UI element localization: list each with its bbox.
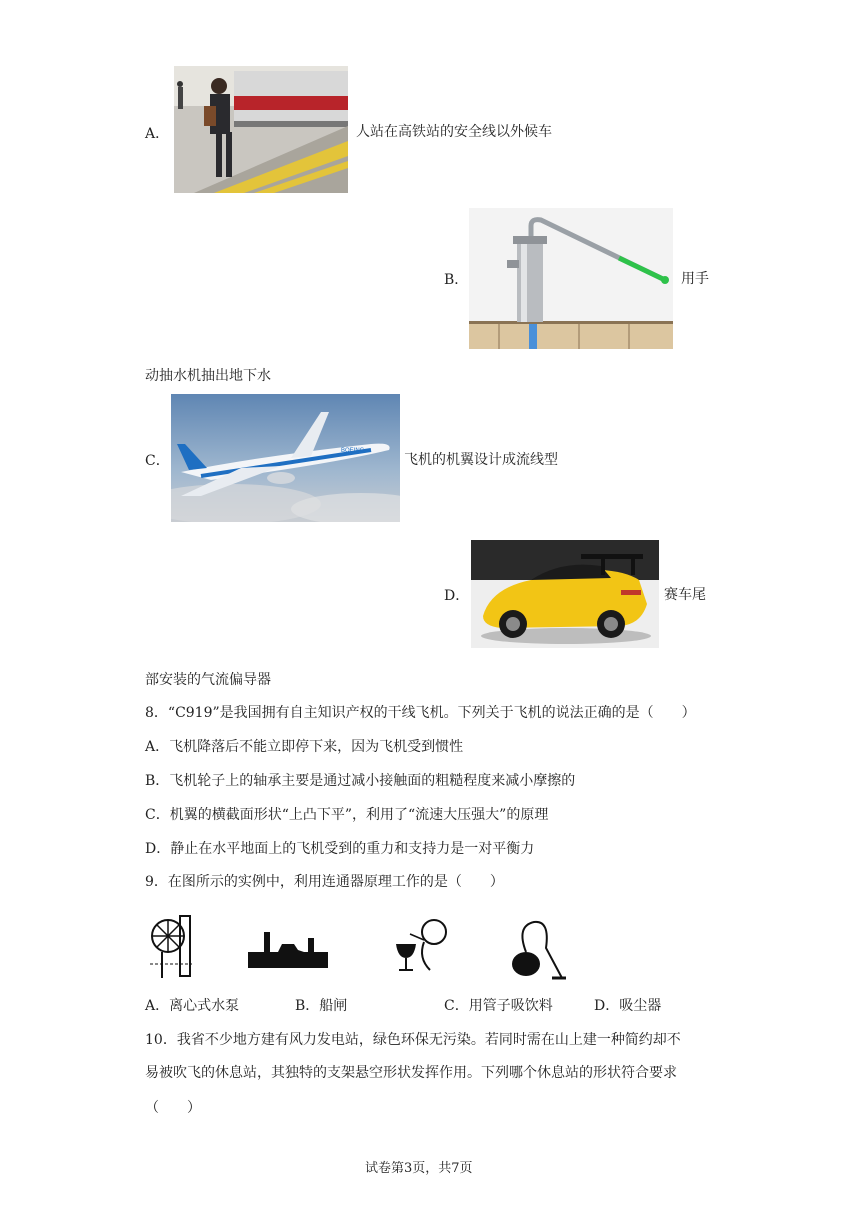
q7-option-b-text-continued: 动抽水机抽出地下水	[145, 368, 271, 384]
q8-option-b: B．飞机轮子上的轴承主要是通过减小接触面的粗糙程度来减小摩擦的	[145, 773, 576, 789]
q9-stem: 9．在图所示的实例中，利用连通器原理工作的是（ ）	[145, 874, 504, 890]
airplane-photo	[171, 394, 400, 522]
q8-option-c: C．机翼的横截面形状“上凸下平”，利用了“流速大压强大”的原理	[145, 807, 549, 823]
station-platform-photo	[174, 66, 348, 193]
drinking-straw-icon	[390, 912, 456, 976]
q7-option-b-letter: B．	[444, 272, 469, 288]
q10-line-2: 易被吹飞的休息站，其独特的支架悬空形状发挥作用。下列哪个休息站的形状符合要求	[145, 1065, 677, 1081]
q7-option-a-letter: A．	[145, 126, 170, 142]
q7-option-c-letter: C．	[145, 453, 170, 469]
q7-option-d-text-continued: 部安装的气流偏导器	[145, 672, 271, 688]
q9-option-b: B．船闸	[295, 998, 348, 1014]
centrifugal-pump-icon	[146, 910, 196, 980]
ship-lock-icon	[248, 928, 330, 970]
svg-text:BOEING: BOEING	[341, 448, 365, 454]
q7-option-b-text: 用手	[681, 271, 709, 287]
q7-option-d-text: 赛车尾	[664, 587, 706, 603]
q8-option-a: A．飞机降落后不能立即停下来，因为飞机受到惯性	[145, 739, 464, 755]
hand-pump-illustration	[469, 208, 673, 349]
q9-option-a: A．离心式水泵	[145, 998, 240, 1014]
page-footer: 试卷第3页，共7页	[365, 1161, 473, 1176]
q9-option-d: D．吸尘器	[594, 998, 662, 1014]
q8-option-d: D．静止在水平地面上的飞机受到的重力和支持力是一对平衡力	[145, 841, 535, 857]
q8-stem: 8．“C919”是我国拥有自主知识产权的干线飞机。下列关于飞机的说法正确的是（ ）	[145, 705, 696, 721]
vacuum-cleaner-icon	[506, 918, 566, 980]
q7-option-c-text: 飞机的机翼设计成流线型	[404, 452, 558, 468]
q10-line-3: （ ）	[145, 1100, 201, 1116]
race-car-photo	[471, 540, 659, 648]
q9-option-c: C．用管子吸饮料	[444, 998, 553, 1014]
q7-option-d-letter: D．	[444, 588, 470, 604]
q10-line-1: 10．我省不少地方建有风力发电站，绿色环保无污染。若同时需在山上建一种简约却不	[145, 1032, 681, 1048]
q7-option-a-text: 人站在高铁站的安全线以外候车	[356, 124, 552, 140]
